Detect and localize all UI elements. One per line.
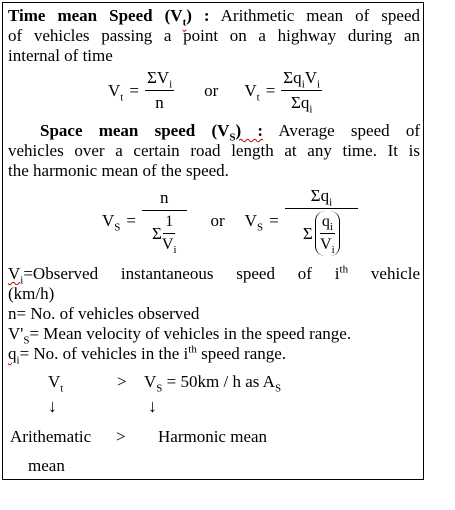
equals-sign-2: = — [265, 80, 276, 100]
formula-lhs-2: $V_t$ — [244, 80, 260, 103]
arithmetic-label: Arithematic — [10, 427, 92, 446]
equals-sign: = — [129, 80, 139, 100]
qi-definition: $q_i= No$. of vehicles in the $i^{th}$ speed range. — [8, 343, 287, 367]
space-mean-heading: Space mean speed $(V_S)$ : — [40, 121, 264, 144]
space-mean-line-2: vehicles over a certain road length at any time. It is — [8, 141, 420, 160]
time-mean-line-2: of vehicles passing a point on a highway during an — [8, 26, 420, 45]
fraction-harmonic: n Σ $\frac{1}{V_i}$ — [142, 188, 187, 254]
comparison-gt: > — [117, 372, 127, 391]
comparison-gt-2: > — [116, 427, 126, 446]
or-label-2: or — [210, 211, 225, 230]
formula-lhs: $V_t$ — [108, 80, 124, 103]
comparison-vs: $V_S = 50km / h$ as $A_S$ — [144, 372, 282, 395]
qi-symbol: $q_i$ — [8, 344, 20, 367]
n-definition: n= No. of vehicles observed — [8, 304, 200, 323]
fraction-weighted: $\frac{\Sigma q_iV_i}{\Sigma q_i}$ — [283, 68, 321, 116]
formula-lhs-vs: $V_S$ — [102, 211, 121, 234]
fraction-weighted-harmonic: $\Sigma q_i$ Σ $\frac{q_i}{V_i}$ — [285, 186, 358, 256]
down-arrow-icon: ↓ — [148, 396, 157, 416]
time-mean-formula — [108, 68, 322, 116]
time-mean-line-3: internal of time — [8, 46, 113, 65]
vs-definition: $V'_S=$ Mean velocity of vehicles in the speed range. — [8, 324, 352, 347]
space-mean-line-1 — [8, 121, 421, 144]
or-label: or — [204, 80, 219, 100]
equals-sign-3: = — [126, 211, 136, 230]
space-mean-line-3: the harmonic mean of the speed. — [8, 161, 229, 180]
vi-definition: $V_i=Observed$ instantaneous speed of $i^{th}$ vehicle — [8, 263, 420, 287]
formula-lhs-vs-2: $V_S$ — [244, 211, 264, 234]
time-mean-heading: Time mean Speed $(V_t)$ : — [8, 6, 210, 29]
space-mean-definition: Average speed of — [263, 121, 421, 140]
time-mean-definition: Arithmetic mean of speed — [209, 6, 421, 25]
vi-unit: (km/h) — [8, 284, 55, 303]
down-arrow-icon: ↓ — [48, 396, 57, 416]
comparison-vt: $V_t$ — [48, 372, 64, 395]
time-mean-line-1 — [8, 6, 421, 29]
mean-label: mean — [28, 456, 65, 475]
harmonic-label: Harmonic mean — [158, 427, 268, 446]
space-mean-formula — [102, 186, 358, 256]
vi-symbol: $V_i$ — [8, 264, 24, 287]
fraction-arithmetic: $\frac{\Sigma V_i}{n}$ — [146, 68, 173, 112]
equals-sign-4: = — [269, 211, 279, 230]
